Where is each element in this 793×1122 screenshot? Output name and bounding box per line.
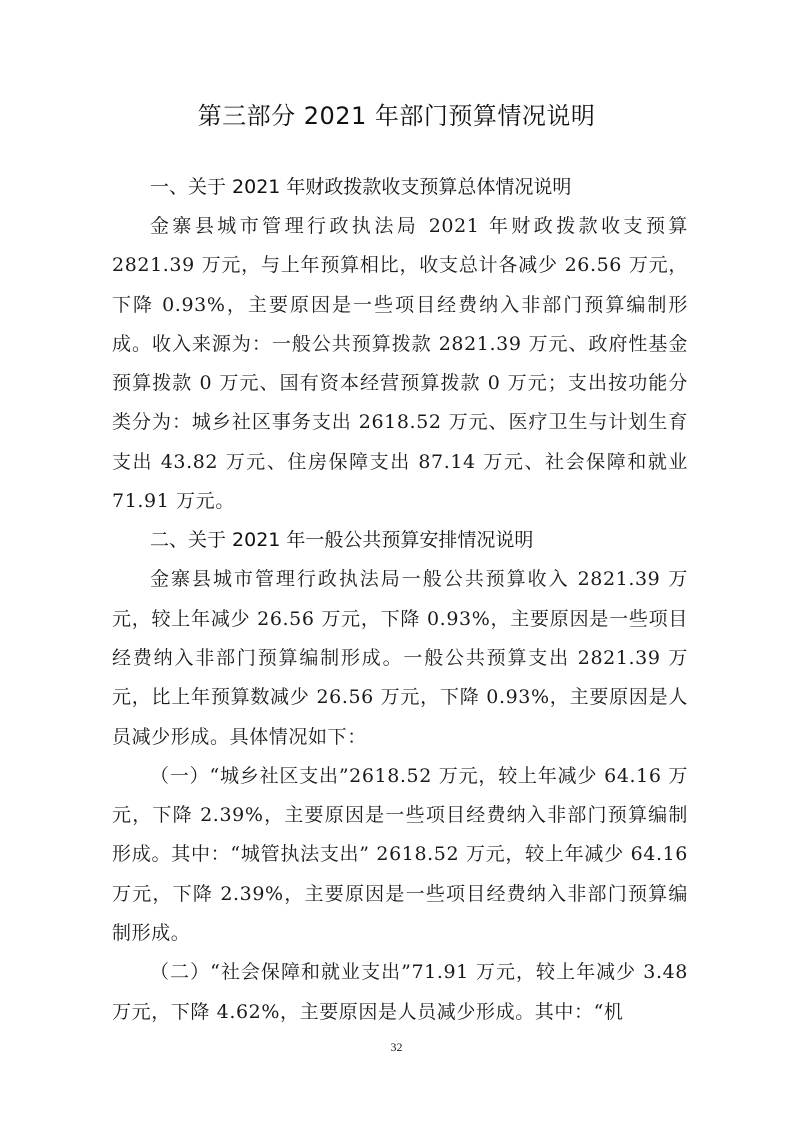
section-1-paragraph-1: 金寨县城市管理行政执法局 2021 年财政拨款收支预算 2821.39 万元，与上年预算相比，收支总计各减少 26.56 万元，下降 0.93%，主要原因是一些项目经费纳入非部门预算编制形成。收入来源为：一般公共预算拨款 2821.39 万元、政府性基金预算拨款 0 万元、国有资本经营预算拨款 0 万元；支出按功能分类分为：城乡社区事务支出 2618.52 万元、医疗卫生与计划生育支出 43.82 万元、住房保障支出 87.14 万元、社会保障和就业 71.91 万元。 bbox=[112, 215, 688, 513]
document-body bbox=[112, 168, 688, 1032]
page-title: 第三部分 2021 年部门预算情况说明 bbox=[197, 102, 596, 130]
section-2-paragraph-2: （一）“城乡社区支出”2618.52 万元，较上年减少 64.16 万元，下降 2.39%，主要原因是一些项目经费纳入非部门预算编制形成。其中：“城管执法支出” 2618.52 万元，较上年减少 64.16 万元，下降 2.39%，主要原因是一些项目经费纳入非部门预算编制形成。 bbox=[112, 764, 688, 945]
section-2-paragraph-3: （二）“社会保障和就业支出”71.91 万元，较上年减少 3.48 万元，下降 4.62%，主要原因是人员减少形成。其中：“机 bbox=[112, 961, 688, 1023]
page-number: 32 bbox=[390, 1040, 403, 1054]
section-2-paragraph-1: 金寨县城市管理行政执法局一般公共预算收入 2821.39 万元，较上年减少 26.56 万元，下降 0.93%，主要原因是一些项目经费纳入非部门预算编制形成。一般公共预算支出 2821.39 万元，比上年预算数减少 26.56 万元，下降 0.93%，主要原因是人员减少形成。具体情况如下： bbox=[112, 568, 688, 748]
section-heading-1: 一、关于 2021 年财政拨款收支预算总体情况说明 bbox=[150, 176, 572, 198]
section-heading-2: 二、关于 2021 年一般公共预算安排情况说明 bbox=[150, 529, 534, 552]
